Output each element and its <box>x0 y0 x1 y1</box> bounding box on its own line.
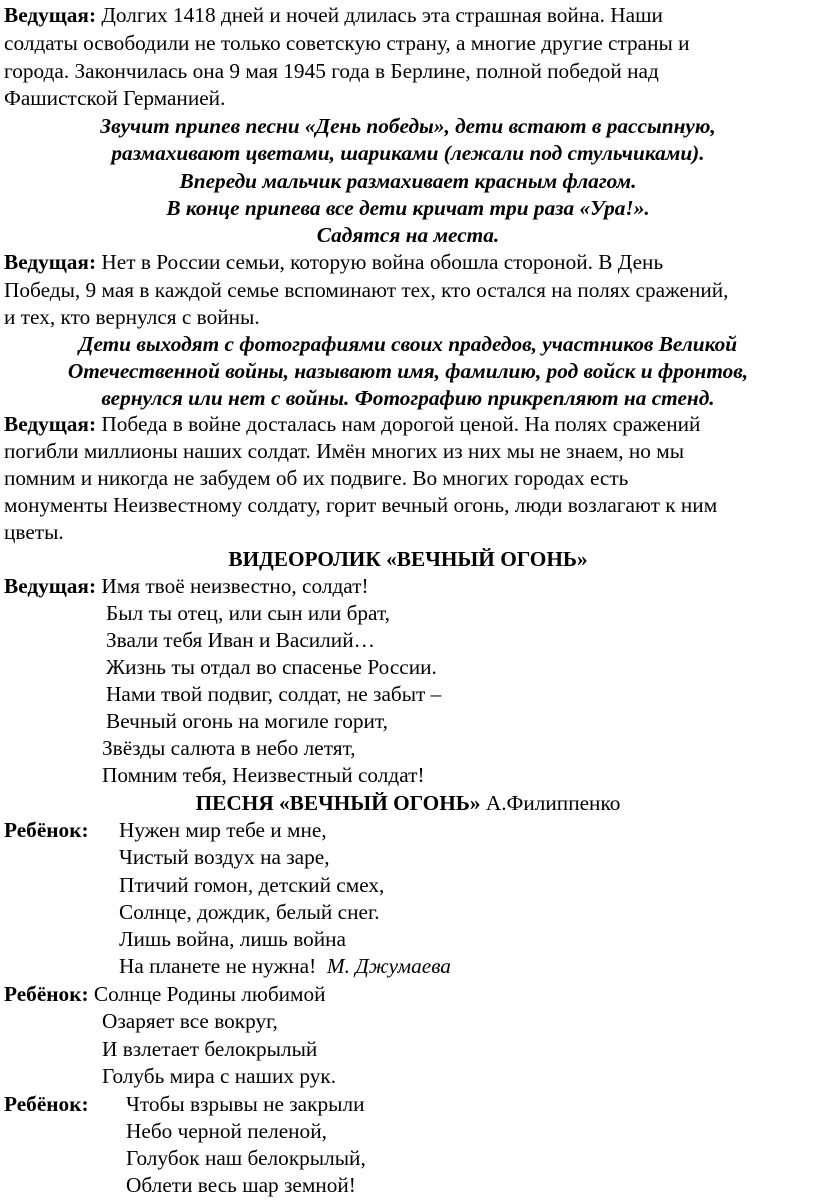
stage-direction-line: В конце припева все дети кричат три раза «Ура!». <box>166 196 650 220</box>
poem-text: Имя твоё неизвестно, солдат! <box>101 574 369 598</box>
poem-author: М. Джумаева <box>326 954 451 978</box>
poem-line: Жизнь ты отдал во спасенье России. <box>106 655 437 679</box>
speaker-label: Ведущая: <box>4 250 97 274</box>
speaker-label: Ребёнок: <box>4 982 89 1006</box>
paragraph-text: Нет в России семьи, которую война обошла стороной. В День <box>101 250 664 274</box>
poem-line: Вечный огонь на могиле горит, <box>106 709 388 733</box>
poem-line: Птичий гомон, детский смех, <box>119 873 385 897</box>
paragraph-line: города. Закончилась она 9 мая 1945 года в Берлине, полной победой над <box>4 59 659 83</box>
poem-line <box>4 573 810 600</box>
paragraph-line <box>4 2 810 29</box>
poem-line: Чтобы взрывы не закрыли <box>126 1092 365 1116</box>
poem-line <box>119 953 451 980</box>
paragraph-line: помним и никогда не забудем об их подвиге. Во многих городах есть <box>4 466 629 490</box>
poem-line: Солнце, дождик, белый снег. <box>119 900 380 924</box>
poem-line: Нужен мир тебе и мне, <box>119 818 327 842</box>
poem-line: Небо черной пеленой, <box>126 1119 327 1143</box>
poem-line: И взлетает белокрылый <box>102 1037 318 1061</box>
speaker-label: Ведущая: <box>4 412 97 436</box>
poem-line: Голубок наш белокрылый, <box>126 1146 366 1170</box>
paragraph-line: и тех, кто вернулся с войны. <box>4 305 260 329</box>
poem-line: Голубь мира с наших рук. <box>102 1064 337 1088</box>
stage-direction-line: вернулся или нет с войны. Фотографию прикрепляют на стенд. <box>101 386 715 410</box>
speaker-label-text: Ребёнок: <box>4 1092 89 1116</box>
speaker-label: Ведущая: <box>4 574 97 598</box>
paragraph-text: Долгих 1418 дней и ночей длилась эта страшная война. Наши <box>101 3 663 27</box>
poem-line: Звали тебя Иван и Василий… <box>106 628 375 652</box>
speaker-label: Ведущая: <box>4 3 97 27</box>
paragraph-line: солдаты освободили не только советскую страну, а многие другие страны и <box>4 31 690 55</box>
stage-direction-line: размахивают цветами, шариками (лежали под стульчиками). <box>111 141 705 165</box>
song-title: ПЕСНЯ «ВЕЧНЫЙ ОГОНЬ» <box>195 791 481 815</box>
stage-direction-line: Дети выходят с фотографиями своих прадедов, участников Великой <box>78 332 738 356</box>
stage-direction-line: Впереди мальчик размахивает красным флагом. <box>179 169 637 193</box>
poem-line: Чистый воздух на заре, <box>119 845 330 869</box>
poem-line: Был ты отец, или сын или брат, <box>106 601 390 625</box>
paragraph-line: Победы, 9 мая в каждой семье вспоминают тех, кто остался на полях сражений, <box>4 278 729 302</box>
stage-direction-line: Садятся на места. <box>316 223 500 247</box>
paragraph-text: Победа в войне досталась нам дорогой ценой. На полях сражений <box>101 412 701 436</box>
paragraph-line <box>4 411 810 438</box>
poem-line: Звёзды салюта в небо летят, <box>102 736 356 760</box>
section-heading <box>0 790 816 817</box>
poem-line: Помним тебя, Неизвестный солдат! <box>102 763 425 787</box>
poem-line: Нами твой подвиг, солдат, не забыт – <box>106 682 442 706</box>
paragraph-line: Фашистской Германией. <box>4 86 226 110</box>
section-heading: ВИДЕОРОЛИК «ВЕЧНЫЙ ОГОНЬ» <box>228 547 588 571</box>
paragraph-line: цветы. <box>4 520 64 544</box>
poem-line: Лишь война, лишь война <box>119 927 346 951</box>
song-author: А.Филиппенко <box>480 791 621 815</box>
stage-direction-line: Звучит припев песни «День победы», дети встают в рассыпную, <box>100 114 716 138</box>
poem-line: Облети весь шар земной! <box>126 1173 356 1197</box>
paragraph-line: монументы Неизвестному солдату, горит вечный огонь, люди возлагают к ним <box>4 493 718 517</box>
poem-text: Солнце Родины любимой <box>93 982 326 1006</box>
poem-line <box>4 981 326 1008</box>
stage-direction-line: Отечественной войны, называют имя, фамилию, род войск и фронтов, <box>67 359 749 383</box>
paragraph-line: погибли миллионы наших солдат. Имён многих из них мы не знаем, но мы <box>4 439 685 463</box>
poem-text: На планете не нужна! <box>119 954 317 978</box>
speaker-label <box>4 1091 89 1118</box>
poem-line: Озаряет все вокруг, <box>102 1009 278 1033</box>
speaker-label-text: Ребёнок: <box>4 818 89 842</box>
paragraph-line <box>4 249 810 276</box>
speaker-label <box>4 817 89 844</box>
